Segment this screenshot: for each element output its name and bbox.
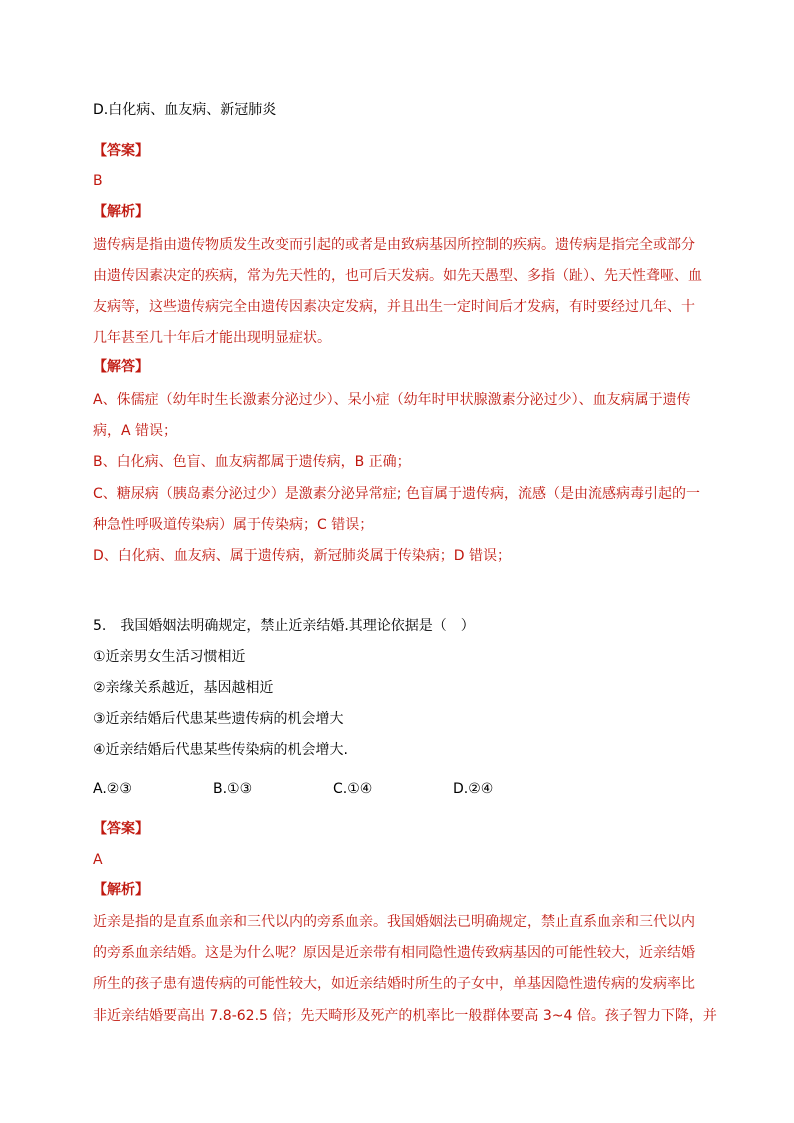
q5-analysis-line: 近亲是指的是直系血亲和三代以内的旁系血亲。我国婚姻法已明确规定，禁止直系血亲和三代以内 [93,914,695,930]
q5-answer: A [93,852,103,868]
prev-answer: B [93,173,103,189]
prev-solution-line: D、白化病、血友病、属于遗传病，新冠肺炎属于传染病；D 错误； [93,548,512,564]
prev-analysis-line: 友病等，这些遗传病完全由遗传因素决定发病，并且出生一定时间后才发病，有时要经过几年、十 [93,299,695,315]
prev-answer-tag: 【答案】 [93,143,149,159]
q5-option-a: A.②③ [93,781,132,797]
q5-option-d: D.②④ [453,781,494,797]
q5-analysis-line: 非近亲结婚要高出 7.8-62.5 倍；先天畸形及死产的机率比一般群体要高 3~4 倍。孩子智力下降，并 [93,1008,717,1024]
prev-analysis-line: 遗传病是指由遗传物质发生改变而引起的或者是由致病基因所控制的疾病。遗传病是指完全或部分 [93,237,695,253]
q5-analysis-line: 的旁系血亲结婚。这是为什么呢？原因是近亲带有相同隐性遗传致病基因的可能性较大，近亲结婚 [93,945,695,961]
q5-item: ②亲缘关系越近，基因越相近 [93,680,274,696]
prev-analysis-line: 几年甚至几十年后才能出现明显症状。 [93,330,331,346]
prev-solution-line: A、侏儒症（幼年时生长激素分泌过少）、呆小症（幼年时甲状腺激素分泌过少）、血友病属于遗传 [93,392,691,408]
q5-option-b: B.①③ [213,781,253,797]
prev-analysis-line: 由遗传因素决定的疾病，常为先天性的，也可后天发病。如先天愚型、多指（趾）、先天性聋哑、血 [93,268,702,284]
prev-analysis-tag: 【解析】 [93,204,149,220]
q5-analysis-tag: 【解析】 [93,882,149,898]
q5-option-c: C.①④ [333,781,373,797]
prev-solution-line: B、白化病、色盲、血友病都属于遗传病，B 正确； [93,454,411,470]
prev-solution-line: 病，A 错误； [93,423,178,439]
prev-option-d: D.白化病、血友病、新冠肺炎 [93,102,277,118]
prev-solution-line: 种急性呼吸道传染病）属于传染病；C 错误； [93,517,374,533]
q5-item: ①近亲男女生活习惯相近 [93,649,246,665]
q5-item: ③近亲结婚后代患某些遗传病的机会增大 [93,711,344,727]
prev-solution-tag: 【解答】 [93,359,149,375]
q5-analysis-line: 所生的孩子患有遗传病的可能性较大，如近亲结婚时所生的子女中，单基因隐性遗传病的发病率比 [93,976,695,992]
q5-answer-tag: 【答案】 [93,821,149,837]
q5-item: ④近亲结婚后代患某些传染病的机会增大. [93,742,348,758]
prev-solution-line: C、糖尿病（胰岛素分泌过少）是激素分泌异常症; 色盲属于遗传病，流感（是由流感病毒引起的一 [93,486,700,502]
q5-stem: 5. 我国婚姻法明确规定，禁止近亲结婚.其理论依据是（ ） [93,618,475,634]
